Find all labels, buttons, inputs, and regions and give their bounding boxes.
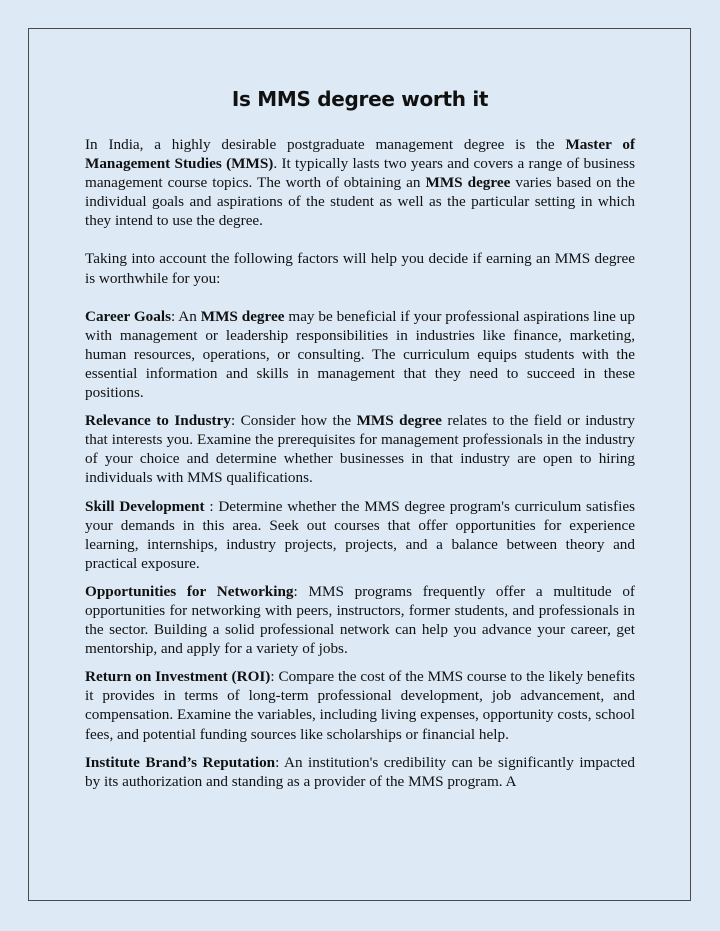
factor-roi: Return on Investment (ROI): Compare the cost of the MMS course to the likely benefits it provides in terms of long-term professional development, job advancement, and compensation. Examine the variables, including living expenses, opportunity costs, school fees, and potential funding sources like scholarships or financial help. bbox=[85, 668, 635, 743]
factor-heading: Return on Investment (ROI) bbox=[85, 668, 271, 686]
factor-career-goals: Career Goals: An MMS degree may be beneficial if your professional aspirations line up with management or leadership responsibilities in industries like finance, marketing, human resources, operations, or consulting. The curriculum equips students with the essential information and skills in management that they need to succeed in these positions. bbox=[85, 307, 635, 402]
factor-institute-reputation: Institute Brand’s Reputation: An institution's credibility can be significantly impacted by its authorization and standing as a provider of the MMS program. A bbox=[85, 753, 636, 790]
lead-in-paragraph: Taking into account the following factors will help you decide if earning an MMS degree is worthwhile for you: bbox=[85, 250, 635, 287]
mms-degree-emphasis: MMS degree bbox=[425, 174, 511, 192]
factor-skill-development: Skill Development : Determine whether the MMS degree program's curriculum satisfies your demands in this area. Seek out courses that offer opportunities for experience learning, internships, industry projects, projects, and a balance between theory and practical exposure. bbox=[85, 497, 635, 572]
factor-relevance-to-industry: Relevance to Industry: Consider how the MMS degree relates to the field or industry that interests you. Examine the prerequisites for management professionals in the industry of your choice and determine whether businesses in that industry are open to hiring individuals with MMS qualifications. bbox=[85, 412, 635, 487]
page-title: Is MMS degree worth it bbox=[231, 87, 489, 111]
factor-heading: Skill Development bbox=[85, 497, 205, 515]
mms-degree-emphasis: MMS degree bbox=[200, 307, 285, 325]
document-body bbox=[85, 87, 635, 791]
factor-heading: Career Goals bbox=[85, 307, 171, 325]
factor-heading: Opportunities for Networking bbox=[85, 582, 294, 600]
factor-heading: Institute Brand’s Reputation bbox=[85, 753, 276, 771]
mms-full-name: Master of Management Studies (MMS) bbox=[85, 136, 635, 173]
mms-degree-emphasis: MMS degree bbox=[356, 412, 442, 430]
factor-networking: Opportunities for Networking: MMS programs frequently offer a multitude of opportunities for networking with peers, instructors, former students, and professionals in the sector. Building a solid professional network can help you advance your career, get mentorship, and apply for a variety of jobs. bbox=[85, 582, 635, 658]
factor-heading: Relevance to Industry bbox=[85, 412, 231, 430]
intro-paragraph: In India, a highly desirable postgraduate management degree is the Master of Management Studies (MMS). It typically lasts two years and covers a range of business management course topics. The worth of obtaining an MMS degree varies based on the individual goals and aspirations of the student as well as the particular setting in which they intend to use the degree. bbox=[85, 136, 636, 230]
